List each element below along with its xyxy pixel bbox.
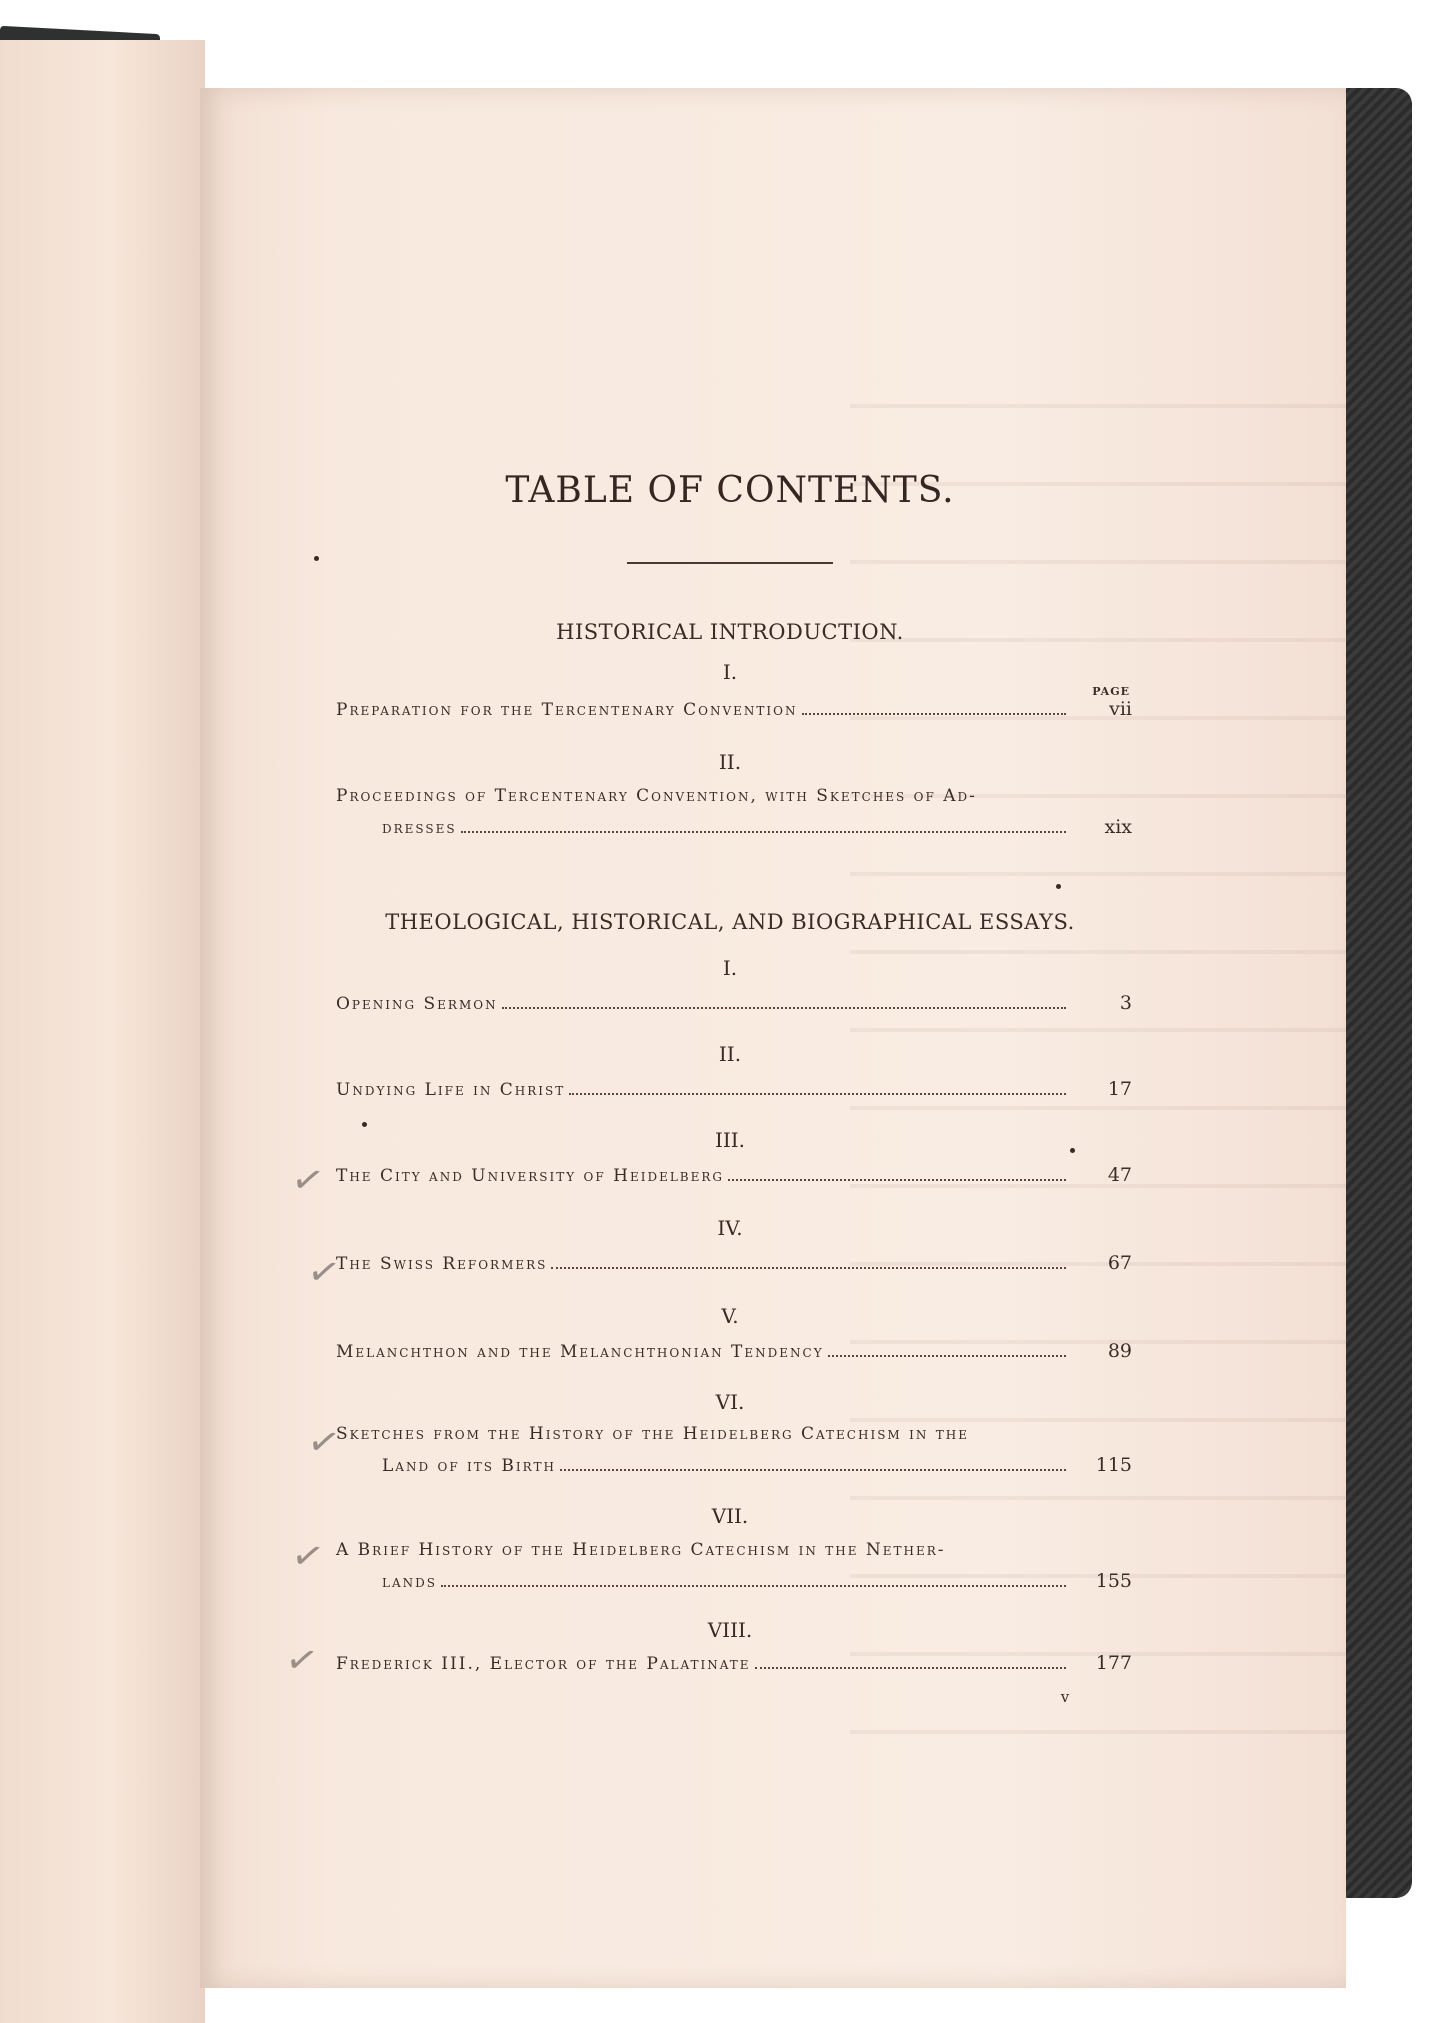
entry-page: 3 — [1119, 992, 1132, 1014]
entry-page: 67 — [1107, 1252, 1132, 1274]
dot-leader — [551, 1267, 1066, 1269]
entry-title: The Swiss Reformers — [336, 1254, 548, 1274]
paper-speck — [1056, 884, 1061, 889]
entry-numeral: IV. — [717, 1216, 743, 1240]
dot-leader — [828, 1355, 1066, 1357]
dot-leader — [441, 1585, 1066, 1587]
entry-title: Proceedings of Tercentenary Convention, with Sketches of Ad- — [336, 786, 977, 806]
dot-leader — [755, 1667, 1066, 1669]
title-rule — [627, 562, 833, 564]
entry-page: vii — [1109, 698, 1132, 720]
entry-title-continued: Land of its Birth — [382, 1456, 556, 1476]
section-heading-essays: THEOLOGICAL, HISTORICAL, AND BIOGRAPHICAL ESSAYS. — [385, 910, 1075, 934]
entry-numeral: V. — [721, 1304, 739, 1328]
entry-title: Sketches from the History of the Heidelberg Catechism in the — [336, 1424, 969, 1444]
entry-title: Frederick III., Elector of the Palatinate — [336, 1654, 751, 1674]
entry-page: 17 — [1107, 1078, 1132, 1100]
entry-numeral: VII. — [711, 1504, 749, 1528]
toc-entry[interactable] — [336, 1078, 1132, 1108]
paper-speck — [314, 556, 319, 561]
entry-numeral: VIII. — [707, 1618, 753, 1642]
entry-numeral: I. — [722, 956, 738, 980]
entry-title: The City and University of Heidelberg — [336, 1166, 724, 1186]
entry-page: 155 — [1095, 1570, 1132, 1592]
entry-title: A Brief History of the Heidelberg Catechism in the Nether- — [336, 1540, 946, 1560]
toc-entry[interactable] — [336, 1340, 1132, 1370]
toc-entry[interactable] — [336, 698, 1132, 728]
section-heading-historical: HISTORICAL INTRODUCTION. — [556, 620, 904, 644]
entry-title-continued: dresses — [382, 818, 457, 838]
entry-numeral: III. — [714, 1128, 746, 1152]
entry-numeral: VI. — [715, 1390, 745, 1414]
toc-entry[interactable] — [336, 1164, 1132, 1194]
entry-page: 47 — [1107, 1164, 1132, 1186]
entry-numeral: I. — [722, 660, 738, 684]
entry-page: xix — [1104, 816, 1132, 838]
entry-title: Opening Sermon — [336, 994, 498, 1014]
page-folio: v — [1060, 1688, 1070, 1706]
left-page — [0, 40, 205, 2023]
entry-title-continued: lands — [382, 1572, 437, 1592]
checkmark-icon: ✓ — [287, 1155, 329, 1205]
toc-entry[interactable] — [336, 992, 1132, 1022]
entry-title: Undying Life in Christ — [336, 1080, 566, 1100]
checkmark-icon: ✓ — [281, 1635, 323, 1685]
dot-leader — [502, 1007, 1066, 1009]
checkmark-icon: ✓ — [287, 1531, 329, 1581]
paper-speck — [1070, 1148, 1075, 1153]
dot-leader — [728, 1179, 1066, 1181]
toc-entry[interactable] — [336, 1652, 1132, 1682]
entry-numeral: II. — [718, 750, 742, 774]
entry-title: Preparation for the Tercentenary Convention — [336, 700, 798, 720]
toc-entry[interactable] — [336, 1252, 1132, 1282]
toc-entry[interactable] — [336, 1424, 1132, 1484]
toc-entry[interactable] — [336, 786, 1132, 846]
checkmark-icon: ✓ — [303, 1247, 345, 1297]
page-column-label: PAGE — [1092, 685, 1130, 698]
contents-page — [200, 88, 1346, 1988]
paper-speck — [362, 1122, 367, 1127]
entry-page: 177 — [1095, 1652, 1132, 1674]
dot-leader — [802, 713, 1067, 715]
entry-title: Melanchthon and the Melanchthonian Tendency — [336, 1342, 824, 1362]
page-title: TABLE OF CONTENTS. — [505, 470, 955, 511]
checkmark-icon: ✓ — [303, 1417, 345, 1467]
entry-page: 89 — [1107, 1340, 1132, 1362]
toc-entry[interactable] — [336, 1540, 1132, 1600]
dot-leader — [560, 1469, 1066, 1471]
dot-leader — [569, 1093, 1066, 1095]
entry-page: 115 — [1095, 1454, 1132, 1476]
dot-leader — [461, 831, 1066, 833]
entry-numeral: II. — [718, 1042, 742, 1066]
